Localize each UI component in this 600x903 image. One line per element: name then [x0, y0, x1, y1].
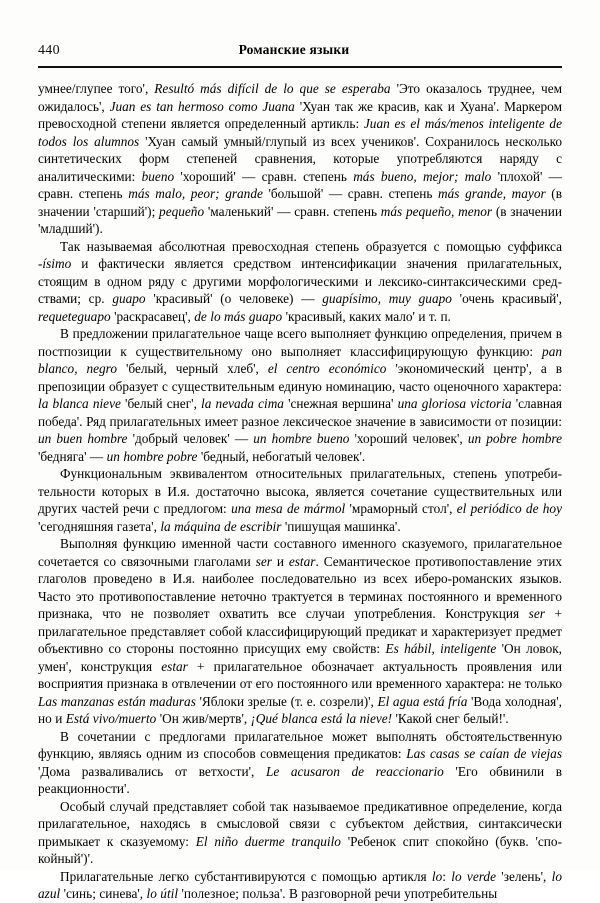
page-header [38, 42, 562, 60]
paragraph-prepositional-adverbial: В сочетании с предлогами прилагательное может выполнять обстоятельственную функцию, являясь одним из способов совмещения предикатов: Las casas se caían de viejas 'Дома разваливались от ветхости', Le acusaron de reaccionario 'Его обвинили в реакционности'. [38, 728, 563, 796]
paragraph-absolute-superlative: Так называемая абсолютная превосходная степень образуется с помощью суффикса -ísimo и фактически является средством интенсификации значения прилагательных, стоящим в одном ряду с другими морфологическими и лексико-синтаксическими средствами; ср. guapo 'красивый' (о человеке) — guapísimo, muy guapo 'очень красивый', requeteguapo 'раскрасавец', de lo más guapo 'красивый, каких мало' и т. п. [38, 238, 562, 324]
paragraph-relative-adjective-equivalent: Функциональным эквивалентом относительных прилагательных, степень употребительности которых в И.я. достаточно высока, является сочетание существительных или других частей речи с предлогом: una mesa de mármol 'мраморный стол', el periódico de hoy 'сегодняшняя газета', la máquina de escribir 'пишущая машинка'. [38, 466, 562, 534]
paragraph-substantivation: Прилагательные легко субстантивируются с помощью артикля lo: lo verde 'зелень', lo azul 'синь; синева', lo útil 'полезное; польза'. В разговорной речи употребительны [38, 868, 562, 901]
page-body [38, 80, 562, 903]
paragraph-attributive-function: В предложении прилагательное чаще всего выполняет функцию определения, причем в постпозиции к существительному оно выполняет классифицирующую функцию: pan blanco, negro 'белый, черный хлеб', el centro económico 'экономический центр', а в препозиции образует с существительным единую номинацию, часто оценочного характера: la blanca nieve 'белый снег', la nevada cima 'снежная вершина' una gloriosa victoria 'славная победа'. Ряд прилагательных имеет разное лексическое значение в зависимости от позиции: un buen hombre 'добрый человек' — un hombre bueno 'хороший человек', un pobre hombre 'бедняга' — un hombre pobre 'бедный, небогатый человек'. [38, 326, 562, 464]
running-title: Романские языки [238, 42, 350, 57]
page-number: 440 [38, 43, 60, 58]
header-divider-rule [38, 66, 562, 68]
paragraph-ser-estar: Выполняя функцию именной части составного именного сказуемого, прилагательное сочетается со связочными глаголами ser и estar. Семантическое противопоставление этих глаголов проведено в И.я. наиболее последовательно из всех иберо-романских языков. Часто это противопоставление неточно трактуется в терминах постоянного и временного признака, что не позволяет охватить все случаи употребления. Конструкция ser + прилагательное представляет собой классифицирующий предикат и характеризует предмет объективно со стороны постоянно присущих ему свойств: Es hábil, inteligente 'Он ловок, умен', конструкция estar + прилагательное обозначает актуальность проявления или восприятия признака в отвлечении от его постоянного или временного характера: не только Las manzanas están maduras 'Яблоки зрелые (т. е. созрели)', El agua está fría 'Вода холодная', но и Está vivo/muerto 'Он жив/мертв', ¡Qué blanca está la nieve! 'Какой снег белый!'. [38, 536, 563, 726]
paragraph-predicative-attribute: Особый случай представляет собой так называемое предикативное определение, когда прилагательное, находясь в смысловой связи с субъектом действия, синтаксически примыкает к сказуемому: El niño duerme tranquilo 'Ребенок спит спокойно (букв. 'спокойный')'. [38, 798, 563, 866]
paragraph-comparison-degrees: умнее/глупее того', Resultó más difícil de lo que se esperaba 'Это оказалось труднее, чем ожидалось', Juan es tan hermoso como Juana 'Хуан так же красив, как и Хуана'. Маркером превосходной степени является определенный артикль: Juan es el más/menos inteligente de todos los alumnos 'Хуан самый умный/глупый из всех учеников'. Сохранилось несколько синтетических форм степеней сравнения, которые употребляются наряду с аналитическими: bueno 'хороший' — сравн. степень más bueno, mejor; malo 'плохой' — сравн. степень más malo, peor; grande 'большой' — сравн. степень más grande, mayor (в значении 'старший'); pequeño 'маленький' — сравн. степень más pequeño, menor (в значении 'младший'). [38, 81, 563, 236]
